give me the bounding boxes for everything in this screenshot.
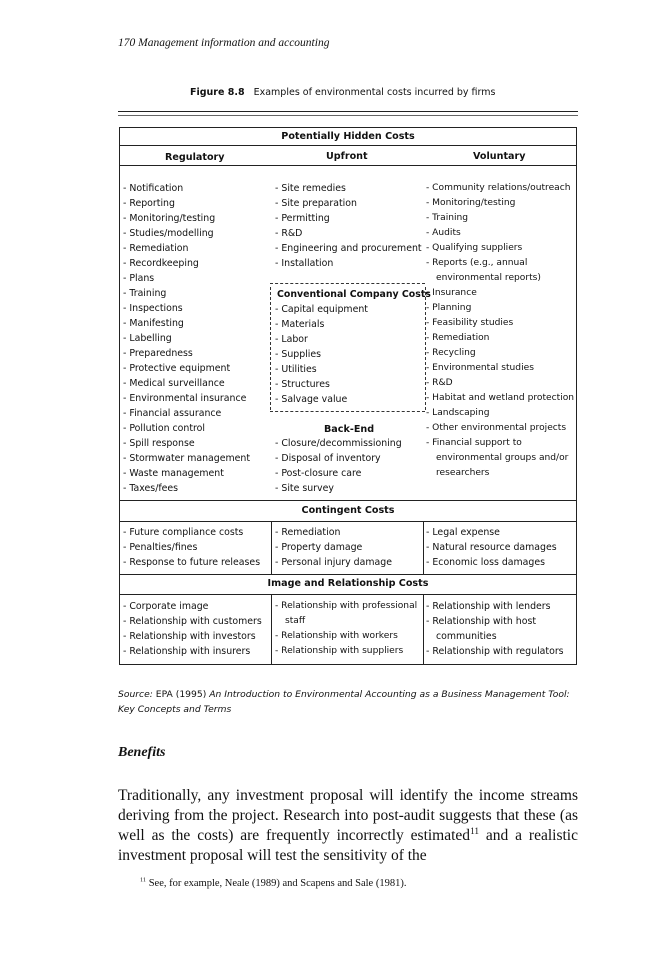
contingent-col1 [123, 525, 260, 570]
conventional-header: Conventional Company Costs [277, 289, 431, 300]
backend-item: - Disposal of inventory [275, 453, 381, 464]
image-item: communities [436, 631, 497, 642]
subheader-divider [120, 165, 576, 166]
figure-caption [190, 87, 495, 98]
image-item: - Relationship with professional [275, 601, 418, 611]
regulatory-item: - Stormwater management [123, 453, 251, 464]
conventional-item: - Materials [275, 319, 325, 330]
voluntary-item: environmental groups and/or [436, 453, 569, 463]
conventional-dashed-left [270, 287, 271, 410]
upfront-item: - Engineering and procurement [275, 243, 422, 254]
voluntary-item: - Reports (e.g., annual [426, 258, 528, 268]
contingent-header: Contingent Costs [301, 505, 395, 516]
image-col1 [123, 599, 262, 659]
voluntary-item: environmental reports) [436, 273, 541, 283]
regulatory-item: - Spill response [123, 438, 195, 449]
regulatory-item: - Labelling [123, 333, 172, 344]
contingent-item: - Economic loss damages [426, 557, 545, 568]
regulatory-item: - Financial assurance [123, 408, 222, 419]
upfront-list [275, 181, 422, 271]
image-item: - Relationship with insurers [123, 646, 251, 657]
voluntary-item: - Monitoring/testing [426, 198, 516, 208]
conventional-dashed-box [270, 283, 425, 412]
image-header-divider [120, 594, 576, 595]
regulatory-item: - Recordkeeping [123, 258, 199, 269]
upfront-item: - R&D [275, 228, 303, 239]
contingent-item: - Response to future releases [123, 557, 261, 568]
regulatory-item: - Environmental insurance [123, 393, 247, 404]
voluntary-item: - Other environmental projects [426, 423, 567, 433]
body-paragraph [118, 786, 578, 866]
backend-header: Back-End [324, 424, 375, 435]
footnote [140, 878, 406, 889]
backend-item: - Site survey [275, 483, 334, 494]
regulatory-item: - Studies/modelling [123, 228, 214, 239]
voluntary-header: Voluntary [473, 151, 526, 162]
voluntary-item: - Habitat and wetland protection [426, 393, 575, 403]
conventional-item: - Utilities [275, 364, 317, 375]
hidden-costs-header: Potentially Hidden Costs [281, 131, 415, 142]
image-item: - Relationship with suppliers [275, 646, 404, 656]
voluntary-item: - Environmental studies [426, 363, 534, 373]
upfront-item: - Site remedies [275, 183, 346, 194]
source-citation: EPA (1995) [155, 689, 207, 700]
conventional-item: - Salvage value [275, 394, 348, 405]
voluntary-item: - Financial support to [426, 438, 522, 448]
voluntary-item: - Landscaping [426, 408, 490, 418]
figure-source [118, 687, 570, 717]
contingent-vline-2 [423, 521, 424, 574]
contingent-top-divider [120, 500, 576, 501]
contingent-item: - Future compliance costs [123, 527, 244, 538]
paragraph-text-1: Traditionally, any investment proposal will identify the income streams deriving from the project. Research into post-audit suggests that these (as well as the costs) are frequently incorrectly estimated [118, 787, 578, 844]
conventional-dashed-right [425, 287, 426, 410]
contingent-vline-1 [271, 521, 272, 574]
regulatory-list [123, 181, 250, 496]
conventional-item: - Supplies [275, 349, 322, 360]
image-item: - Relationship with lenders [426, 601, 551, 612]
source-title-line1: An Introduction to Environmental Accounting as a Business Management Tool: [209, 689, 570, 700]
contingent-item: - Penalties/fines [123, 542, 198, 553]
voluntary-item: - Audits [426, 228, 461, 238]
image-vline-1 [271, 594, 272, 664]
image-header: Image and Relationship Costs [267, 578, 429, 589]
regulatory-item: - Medical surveillance [123, 378, 225, 389]
upfront-item: - Site preparation [275, 198, 357, 209]
image-top-divider [120, 574, 576, 575]
conventional-item: - Capital equipment [275, 304, 368, 315]
image-col3 [426, 599, 564, 659]
section-heading: Benefits [118, 745, 166, 760]
figure-title: Examples of environmental costs incurred by firms [253, 87, 496, 98]
image-item: - Relationship with workers [275, 631, 398, 641]
voluntary-item: - Recycling [426, 348, 476, 358]
contingent-col3 [426, 525, 557, 570]
voluntary-item: - R&D [426, 378, 453, 388]
upfront-item: - Installation [275, 258, 334, 269]
voluntary-item: - Insurance [426, 288, 477, 298]
voluntary-item: - Planning [426, 303, 472, 313]
image-item: staff [285, 616, 306, 626]
upfront-item: - Permitting [275, 213, 330, 224]
backend-item: - Closure/decommissioning [275, 438, 402, 449]
regulatory-item: - Inspections [123, 303, 183, 314]
voluntary-item: researchers [436, 468, 490, 478]
footnote-ref: 11 [470, 826, 480, 837]
top-rule [118, 111, 578, 112]
conventional-item: - Labor [275, 334, 308, 345]
regulatory-item: - Training [123, 288, 167, 299]
contingent-item: - Personal injury damage [275, 557, 392, 568]
image-item: - Corporate image [123, 601, 209, 612]
regulatory-item: - Reporting [123, 198, 175, 209]
contingent-col2 [275, 525, 392, 570]
conventional-item: - Structures [275, 379, 330, 390]
figure-label: Figure 8.8 [190, 87, 245, 98]
header-divider [120, 145, 576, 146]
source-prefix: Source: [118, 689, 153, 700]
image-item: - Relationship with investors [123, 631, 256, 642]
regulatory-item: - Waste management [123, 468, 224, 479]
voluntary-item: - Feasibility studies [426, 318, 514, 328]
voluntary-item: - Remediation [426, 333, 490, 343]
source-title-line2: Key Concepts and Terms [118, 704, 232, 715]
contingent-item: - Legal expense [426, 527, 500, 538]
contingent-item: - Remediation [275, 527, 341, 538]
footnote-number: 11 [140, 876, 147, 884]
regulatory-header: Regulatory [165, 152, 225, 163]
contingent-item: - Natural resource damages [426, 542, 557, 553]
upfront-header: Upfront [326, 151, 368, 162]
regulatory-item: - Monitoring/testing [123, 213, 216, 224]
regulatory-item: - Taxes/fees [123, 483, 179, 494]
image-item: - Relationship with regulators [426, 646, 564, 657]
regulatory-item: - Plans [123, 273, 155, 284]
regulatory-item: - Preparedness [123, 348, 193, 359]
image-item: - Relationship with customers [123, 616, 262, 627]
regulatory-item: - Remediation [123, 243, 189, 254]
top-rule-thin [118, 115, 578, 116]
regulatory-item: - Protective equipment [123, 363, 231, 374]
image-col2 [275, 599, 417, 659]
footnote-text: See, for example, Neale (1989) and Scapens and Sale (1981). [146, 878, 407, 889]
image-vline-2 [423, 594, 424, 664]
voluntary-item: - Qualifying suppliers [426, 243, 523, 253]
voluntary-item: - Community relations/outreach [426, 183, 571, 193]
paragraph-text-2: and a realistic investment proposal will test the sensitivity of the [118, 827, 578, 864]
image-item: - Relationship with host [426, 616, 536, 627]
backend-item: - Post-closure care [275, 468, 362, 479]
contingent-item: - Property damage [275, 542, 363, 553]
regulatory-item: - Notification [123, 183, 184, 194]
contingent-header-divider [120, 521, 576, 522]
voluntary-item: - Training [426, 213, 469, 223]
voluntary-list [426, 181, 574, 481]
regulatory-item: - Pollution control [123, 423, 206, 434]
backend-list [275, 436, 402, 496]
regulatory-item: - Manifesting [123, 318, 184, 329]
running-head: 170 Management information and accounting [118, 37, 330, 49]
